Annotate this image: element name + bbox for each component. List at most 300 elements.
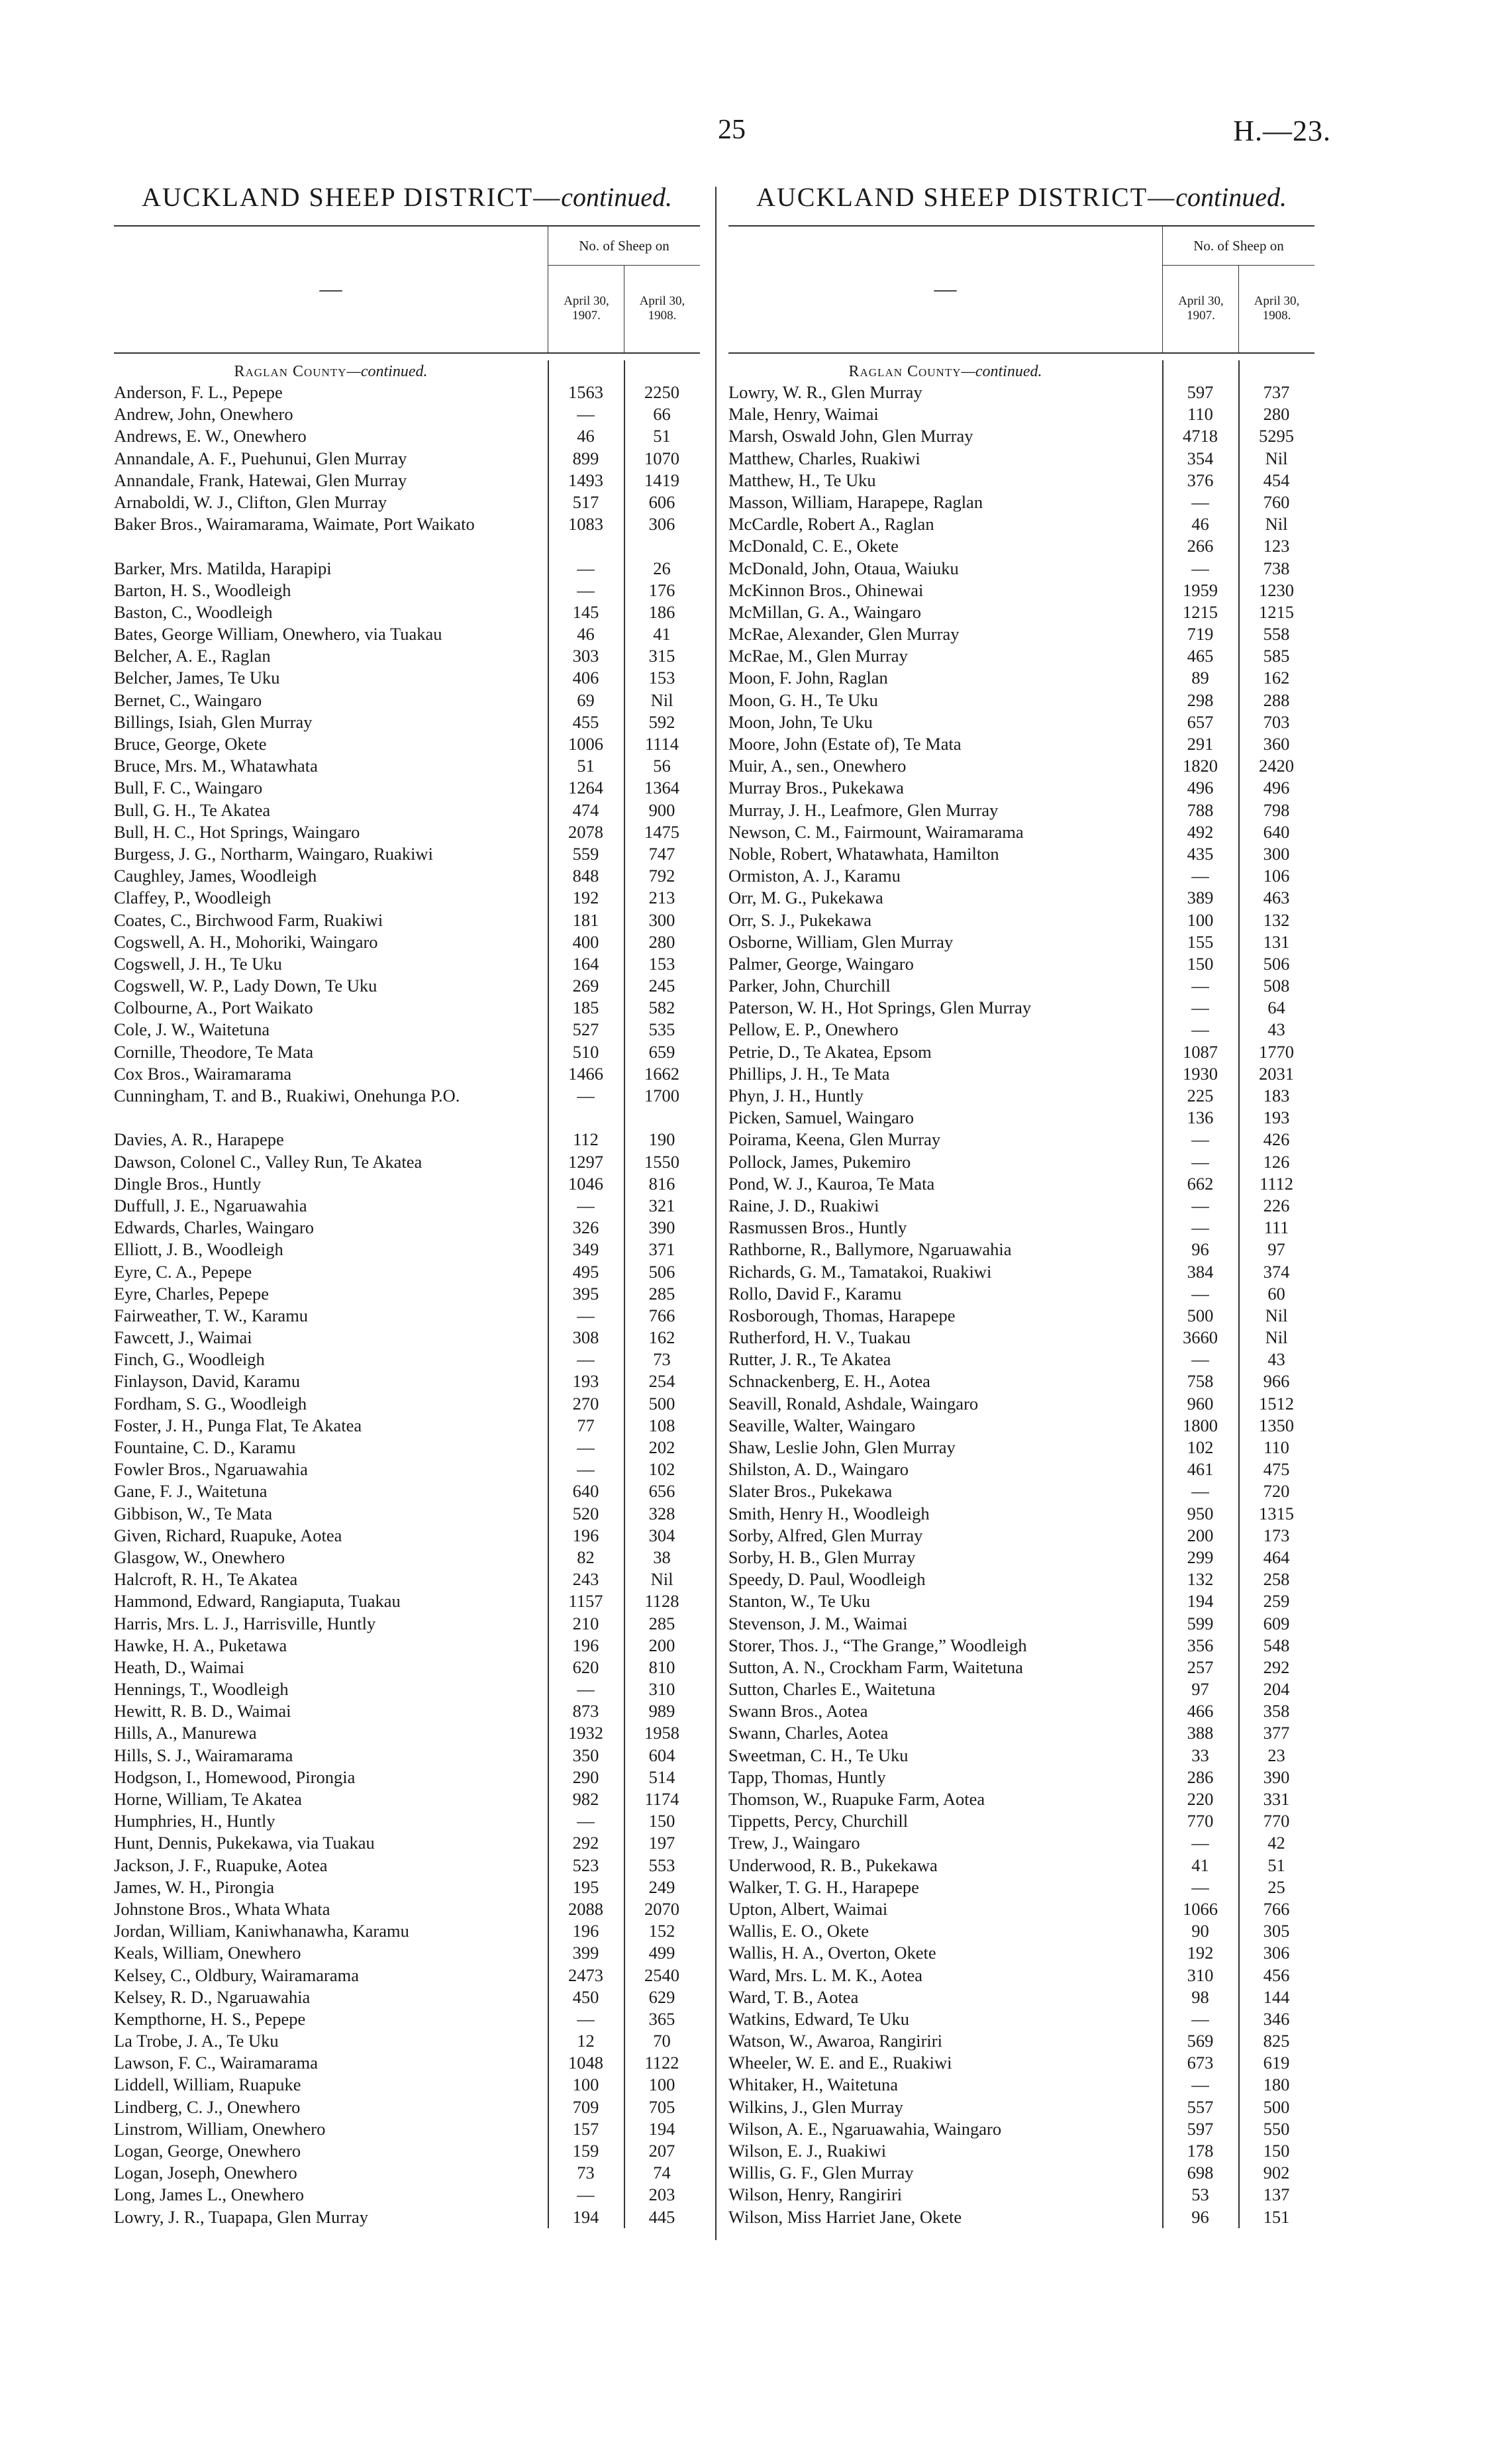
sheep-1908: 766 — [648, 1305, 675, 1325]
sheep-1908: 1364 — [644, 778, 679, 798]
table-row — [114, 1370, 700, 1392]
table-row — [114, 1855, 700, 1876]
table-row — [114, 953, 700, 975]
sheep-1907: 1297 — [568, 1151, 603, 1172]
owner-name: Linstrom, William, Onewhero — [114, 2118, 326, 2139]
table-row — [114, 2052, 700, 2074]
sheep-1908: 300 — [648, 909, 675, 930]
owner-name: Schnackenberg, E. H., Aotea — [728, 1371, 930, 1392]
sheep-1908: 180 — [1263, 2075, 1290, 2095]
sheep-1907: 102 — [1187, 1437, 1214, 1457]
table-row — [728, 2074, 1314, 2096]
sheep-1908: 254 — [648, 1371, 675, 1392]
sheep-1908: 989 — [648, 1701, 675, 1721]
sheep-1907: 181 — [572, 909, 599, 930]
sheep-1907: 1046 — [568, 1173, 603, 1194]
sheep-1907: 960 — [1187, 1393, 1214, 1413]
sheep-1907: — — [577, 1086, 595, 1106]
owner-name: Orr, M. G., Pukekawa — [728, 888, 883, 908]
owner-name: Fountaine, C. D., Karamu — [114, 1437, 296, 1458]
sheep-1907: 395 — [572, 1283, 599, 1304]
sheep-1907: 96 — [1191, 1239, 1209, 1260]
sheep-1907: 1006 — [568, 734, 603, 754]
owner-name: Upton, Albert, Waimai — [728, 1898, 888, 1919]
table-row — [114, 1173, 700, 1195]
sheep-1908: 390 — [648, 1217, 675, 1238]
sheep-1908: 454 — [1263, 470, 1290, 490]
sheep-1907: 269 — [572, 976, 599, 996]
table-row — [114, 1920, 700, 1942]
owner-name: Osborne, William, Glen Murray — [728, 931, 954, 952]
table-row — [114, 1832, 700, 1854]
table-row — [114, 1283, 700, 1305]
sheep-1907: 298 — [1187, 690, 1214, 710]
sheep-1908: 499 — [648, 1943, 675, 1963]
table-row — [114, 448, 700, 470]
sheep-1907: 178 — [1187, 2141, 1214, 2161]
owner-name: Eyre, Charles, Pepepe — [114, 1283, 269, 1304]
owner-name: Baston, C., Woodleigh — [114, 601, 273, 622]
sheep-1908: 816 — [648, 1173, 675, 1194]
table-row — [114, 403, 700, 425]
owner-name: Palmer, George, Waingaro — [728, 953, 914, 974]
year-1907-header: April 30, 1907. — [1162, 265, 1239, 352]
sheep-1907: 620 — [572, 1657, 599, 1677]
sheep-1908: 464 — [1263, 1547, 1290, 1567]
owner-name: Baker Bros., Wairamarama, Waimate, Port Waikato — [114, 514, 475, 535]
owner-name: Masson, William, Harapepe, Raglan — [728, 491, 983, 512]
owner-name: Rasmussen Bros., Huntly — [728, 1217, 907, 1238]
sheep-1908: 200 — [648, 1635, 675, 1655]
owner-name: Rutherford, H. V., Tuakau — [728, 1327, 911, 1348]
sheep-1907: 132 — [1187, 1569, 1214, 1590]
sheep-1907: 286 — [1187, 1767, 1214, 1787]
table-row — [114, 711, 700, 733]
owner-name: Murray Bros., Pukekawa — [728, 778, 904, 798]
sheep-1908: 346 — [1263, 2008, 1290, 2029]
owner-name: Wilson, E. J., Ruakiwi — [728, 2141, 887, 2161]
owner-name: Edwards, Charles, Waingaro — [114, 1217, 315, 1238]
sheep-1907: — — [1191, 1283, 1209, 1304]
sheep-1908: 659 — [648, 1041, 675, 1062]
table-row — [728, 931, 1314, 953]
table-row — [728, 2030, 1314, 2052]
sheep-1908: 304 — [648, 1525, 675, 1545]
owner-name: Annandale, Frank, Hatewai, Glen Murray — [114, 470, 407, 490]
sheep-1908: 1114 — [644, 734, 679, 754]
owner-name: Hammond, Edward, Rangiaputa, Tuakau — [114, 1591, 401, 1612]
sheep-1907: 640 — [572, 1481, 599, 1502]
sheep-1907: 354 — [1187, 448, 1214, 468]
sheep-1907: 1959 — [1183, 580, 1218, 600]
owner-name: Anderson, F. L., Pepepe — [114, 382, 283, 402]
table-row — [114, 2118, 700, 2140]
table-row — [728, 2162, 1314, 2184]
table-row — [728, 667, 1314, 689]
sheep-1908: 245 — [648, 976, 675, 996]
owner-name: Burgess, J. G., Northarm, Waingaro, Ruakiwi — [114, 843, 433, 864]
sheep-1908: Nil — [1265, 1305, 1288, 1325]
sheep-1907: 164 — [572, 953, 599, 974]
owner-name: Rathborne, R., Ballymore, Ngaruawahia — [728, 1239, 1012, 1260]
table-row — [728, 1876, 1314, 1898]
sheep-1908: 197 — [648, 1833, 675, 1853]
sheep-1907: 982 — [572, 1789, 599, 1810]
owner-name: Willis, G. F., Glen Murray — [728, 2163, 914, 2183]
sheep-1907: 51 — [577, 756, 595, 776]
sheep-1907: 46 — [577, 624, 595, 644]
owner-name: Moore, John (Estate of), Te Mata — [728, 734, 962, 754]
owner-name: McDonald, John, Otaua, Waiuku — [728, 558, 959, 578]
sheep-1908: 703 — [1263, 711, 1290, 732]
sheep-1907: — — [577, 2184, 595, 2205]
table-row — [114, 1437, 700, 1459]
owner-name: Gibbison, W., Te Mata — [114, 1503, 273, 1523]
table-row — [728, 909, 1314, 931]
sheep-1907: 1264 — [568, 778, 603, 798]
table-row — [728, 1525, 1314, 1547]
sheep-1908: 131 — [1263, 931, 1290, 952]
sheep-1908: 358 — [1263, 1701, 1290, 1721]
sheep-1908: 74 — [653, 2163, 671, 2183]
table-row — [728, 1107, 1314, 1129]
table-row — [728, 1965, 1314, 1986]
sheep-1908: 640 — [1263, 821, 1290, 842]
table-row — [114, 513, 700, 557]
sheep-1907: 474 — [572, 799, 599, 820]
sheep-1908: 1174 — [644, 1789, 679, 1810]
table-row — [728, 491, 1314, 513]
sheep-1908: 592 — [648, 711, 675, 732]
table-row — [114, 1019, 700, 1041]
owner-name: Wilkins, J., Glen Murray — [728, 2096, 903, 2117]
sheep-1907: 46 — [577, 426, 595, 446]
sheep-1908: 792 — [648, 866, 675, 886]
sheep-1908: 760 — [1263, 491, 1290, 512]
table-row — [728, 558, 1314, 580]
table-row — [114, 1678, 700, 1700]
sheep-1908: 321 — [648, 1195, 675, 1215]
sheep-1908: 23 — [1267, 1745, 1285, 1765]
table-row — [728, 1283, 1314, 1305]
owner-name: Petrie, D., Te Akatea, Epsom — [728, 1041, 932, 1062]
sheep-1908: 150 — [1263, 2141, 1290, 2161]
owner-name: Shaw, Leslie John, Glen Murray — [728, 1437, 956, 1457]
owner-list — [728, 382, 1314, 2228]
owner-name: Male, Henry, Waimai — [728, 404, 879, 425]
owner-name: Hodgson, I., Homewood, Pirongia — [114, 1767, 356, 1787]
table-row — [728, 1195, 1314, 1217]
owner-name: Hewitt, R. B. D., Waimai — [114, 1701, 291, 1721]
sheep-1908: 1128 — [644, 1591, 679, 1612]
owner-name: Noble, Robert, Whatawhata, Hamilton — [728, 843, 999, 864]
owner-name: Ward, Mrs. L. M. K., Aotea — [728, 1965, 923, 1985]
sheep-1908: 152 — [648, 1921, 675, 1941]
table-row — [728, 1437, 1314, 1459]
table-row — [114, 601, 700, 623]
owner-name: Tippetts, Percy, Churchill — [728, 1811, 909, 1831]
table-row — [728, 2096, 1314, 2118]
table-row — [114, 1547, 700, 1568]
owner-name: Phyn, J. H., Huntly — [728, 1086, 864, 1105]
sheep-1908: 766 — [1263, 1898, 1290, 1919]
table-row — [114, 1700, 700, 1722]
sheep-1908: 902 — [1263, 2163, 1290, 2183]
owner-name: Finlayson, David, Karamu — [114, 1371, 301, 1392]
owner-name: Dawson, Colonel C., Valley Run, Te Akatea — [114, 1151, 422, 1172]
owner-name: Davies, A. R., Harapepe — [114, 1129, 284, 1150]
owner-name: McKinnon Bros., Ohinewai — [728, 580, 924, 600]
sheep-1908: 43 — [1267, 1349, 1285, 1370]
sheep-1907: 356 — [1187, 1635, 1214, 1655]
column-divider — [715, 187, 717, 2240]
table-row — [728, 1305, 1314, 1327]
owner-name: Stanton, W., Te Uku — [728, 1591, 871, 1612]
owner-name: McDonald, C. E., Okete — [728, 536, 899, 556]
sheep-1908: 1958 — [644, 1723, 679, 1743]
table-row — [728, 1855, 1314, 1876]
sheep-1907: 155 — [1187, 931, 1214, 952]
sheep-1908: 38 — [653, 1547, 671, 1567]
sheep-1908: 426 — [1263, 1129, 1290, 1150]
table-row — [114, 1261, 700, 1283]
table-row — [114, 1239, 700, 1260]
table-row — [114, 1195, 700, 1217]
owner-name: Ward, T. B., Aotea — [728, 1986, 859, 2007]
sheep-1907: 455 — [572, 711, 599, 732]
owner-name: Pollock, James, Pukemiro — [728, 1151, 911, 1172]
sheep-1907: 2078 — [568, 821, 603, 842]
sheep-1907: — — [577, 580, 595, 600]
table-row — [114, 909, 700, 931]
owner-name: McCardle, Robert A., Raglan — [728, 514, 934, 535]
table-row — [114, 1745, 700, 1767]
sheep-1908: 60 — [1267, 1283, 1285, 1304]
owner-name: Wilson, Miss Harriet Jane, Okete — [728, 2206, 962, 2227]
sheep-1908: 203 — [648, 2184, 675, 2205]
table-row — [114, 975, 700, 997]
table-row — [114, 733, 700, 755]
owner-name: Rutter, J. R., Te Akatea — [728, 1349, 891, 1370]
table-row — [114, 2140, 700, 2162]
owner-name: Arnaboldi, W. J., Clifton, Glen Murray — [114, 491, 387, 512]
table-row — [728, 645, 1314, 667]
sheep-1907: 194 — [1187, 1591, 1214, 1612]
sheep-1908: 150 — [648, 1811, 675, 1831]
table-row — [728, 865, 1314, 887]
sheep-1907: 599 — [1187, 1613, 1214, 1633]
owner-name: Colbourne, A., Port Waikato — [114, 998, 313, 1018]
sheep-1907: — — [577, 1437, 595, 1458]
sheep-1907: 698 — [1187, 2163, 1214, 2183]
sheep-1908: 500 — [1263, 2096, 1290, 2117]
sheep-1908: 463 — [1263, 888, 1290, 908]
sheep-1908: 132 — [1263, 909, 1290, 930]
right-column — [728, 179, 1314, 2228]
sheep-1907: 1083 — [568, 514, 603, 535]
section-title-text: AUCKLAND SHEEP DISTRICT— — [756, 182, 1176, 212]
sheep-1907: 200 — [1187, 1525, 1214, 1545]
table-row — [728, 623, 1314, 645]
owner-name: Seavill, Ronald, Ashdale, Waingaro — [728, 1393, 979, 1413]
table-row — [114, 1657, 700, 1678]
owner-name: Murray, J. H., Leafmore, Glen Murray — [728, 799, 999, 820]
owner-name: Bull, F. C., Waingaro — [114, 778, 263, 798]
owner-name: Moon, John, Te Uku — [728, 711, 873, 732]
table-row — [114, 425, 700, 447]
sheep-1907: 461 — [1187, 1459, 1214, 1480]
sheep-1908: 548 — [1263, 1635, 1290, 1655]
sheep-1907: — — [577, 404, 595, 425]
sheep-1908: 1770 — [1259, 1041, 1294, 1062]
owner-name: Wallis, E. O., Okete — [728, 1921, 869, 1941]
sheep-1908: 1350 — [1259, 1415, 1294, 1435]
owner-name: Fairweather, T. W., Karamu — [114, 1305, 309, 1325]
owner-name: Annandale, A. F., Puehunui, Glen Murray — [114, 448, 407, 468]
owner-name: Lawson, F. C., Wairamarama — [114, 2053, 319, 2073]
table-row — [728, 1393, 1314, 1415]
document-reference: H.—23. — [1233, 115, 1331, 147]
owner-name: Billings, Isiah, Glen Murray — [114, 711, 313, 732]
table-row — [728, 2118, 1314, 2140]
sheep-1908: 535 — [648, 1019, 675, 1040]
table-row — [114, 1613, 700, 1635]
table-row — [114, 755, 700, 777]
table-row — [728, 1129, 1314, 1151]
table-body — [728, 360, 1314, 2228]
sheep-1907: 159 — [572, 2141, 599, 2161]
table-row — [114, 1217, 700, 1239]
sheep-1908: 162 — [1263, 668, 1290, 688]
sheep-1907: 527 — [572, 1019, 599, 1040]
owner-name: Elliott, J. B., Woodleigh — [114, 1239, 283, 1260]
table-row — [728, 1173, 1314, 1195]
sheep-1907: 1820 — [1183, 756, 1218, 776]
sheep-1908: 285 — [648, 1613, 675, 1633]
sheep-1907: — — [577, 1679, 595, 1700]
sheep-1907: 41 — [1191, 1855, 1209, 1875]
sheep-1908: 2540 — [644, 1965, 679, 1985]
sheep-1907: 349 — [572, 1239, 599, 1260]
owner-name: Wheeler, W. E. and E., Ruakiwi — [728, 2053, 952, 2073]
owner-name: Sweetman, C. H., Te Uku — [728, 1745, 909, 1765]
table-row — [114, 1415, 700, 1437]
table-row — [728, 448, 1314, 470]
sheep-1908: 1230 — [1259, 580, 1294, 600]
sheep-1907: 1493 — [568, 470, 603, 490]
sheep-1908: Nil — [650, 690, 673, 710]
table-row — [728, 470, 1314, 491]
section-title-suffix: continued. — [1175, 182, 1287, 212]
sheep-1908: 582 — [648, 998, 675, 1018]
sheep-1908: 606 — [648, 491, 675, 512]
table-row — [114, 1590, 700, 1612]
sheep-1907: — — [1191, 1833, 1209, 1853]
owner-name: Foster, J. H., Punga Flat, Te Akatea — [114, 1415, 362, 1435]
owner-name: Picken, Samuel, Waingaro — [728, 1107, 914, 1128]
sheep-1908: Nil — [650, 1569, 673, 1590]
sheep-1907: 292 — [572, 1833, 599, 1853]
sheep-1908: 26 — [653, 558, 671, 578]
sheep-1907: 492 — [1187, 821, 1214, 842]
sheep-1907: 495 — [572, 1261, 599, 1282]
sheep-1907: 388 — [1187, 1723, 1214, 1743]
sheep-1908: 43 — [1267, 1019, 1285, 1040]
owner-name: Lowry, W. R., Glen Murray — [728, 382, 922, 402]
table-row — [114, 1503, 700, 1525]
owner-name: Cogswell, W. P., Lady Down, Te Uku — [114, 976, 377, 996]
owner-name: Watkins, Edward, Te Uku — [728, 2008, 909, 2029]
table-row — [728, 2008, 1314, 2030]
sheep-1907: — — [1191, 1019, 1209, 1040]
sheep-1908: 1700 — [644, 1086, 679, 1106]
owner-name: Richards, G. M., Tamatakoi, Ruakiwi — [728, 1261, 992, 1282]
sheep-1907: 673 — [1187, 2053, 1214, 2073]
table-row — [114, 1151, 700, 1173]
table-row — [728, 1459, 1314, 1480]
table-row — [728, 513, 1314, 535]
owner-name: Slater Bros., Pukekawa — [728, 1481, 893, 1502]
table-row — [728, 1415, 1314, 1437]
owner-name: Sorby, H. B., Glen Murray — [728, 1547, 916, 1567]
sheep-1907: 192 — [572, 888, 599, 908]
sheep-1907: 194 — [572, 2206, 599, 2227]
sheep-1907: 399 — [572, 1943, 599, 1963]
sheep-1908: 500 — [648, 1393, 675, 1413]
sheep-1908: 475 — [1263, 1459, 1290, 1480]
owner-name: Fordham, S. G., Woodleigh — [114, 1393, 307, 1413]
owner-name: Kelsey, C., Oldbury, Wairamarama — [114, 1965, 359, 1985]
sheep-1907: 709 — [572, 2096, 599, 2117]
sheep-1907: 192 — [1187, 1943, 1214, 1963]
sheep-1908: 390 — [1263, 1767, 1290, 1787]
sheep-1907: 559 — [572, 843, 599, 864]
sheep-1908: 42 — [1267, 1833, 1285, 1853]
table-row — [728, 1370, 1314, 1392]
table-row — [728, 997, 1314, 1019]
sheep-1908: 162 — [648, 1327, 675, 1348]
table-row — [728, 1810, 1314, 1832]
table-row — [114, 623, 700, 645]
sheep-1908: 305 — [1263, 1921, 1290, 1941]
table-row — [114, 1942, 700, 1964]
owner-name: Heath, D., Waimai — [114, 1657, 244, 1677]
sheep-1907: 788 — [1187, 799, 1214, 820]
sheep-1908: 288 — [1263, 690, 1290, 710]
section-title — [114, 179, 700, 216]
sheep-1907: 466 — [1187, 1701, 1214, 1721]
sheep-1908: 966 — [1263, 1371, 1290, 1392]
sheep-1907: 384 — [1187, 1261, 1214, 1282]
sheep-1908: 100 — [648, 2075, 675, 2095]
sheep-count-heading: No. of Sheep on — [1162, 227, 1314, 266]
table-header — [114, 225, 700, 354]
sheep-1907: 4718 — [1183, 426, 1218, 446]
sheep-1907: 406 — [572, 668, 599, 688]
sheep-1907: 662 — [1187, 1173, 1214, 1194]
table-row — [114, 2162, 700, 2184]
sheep-1907: 136 — [1187, 1107, 1214, 1128]
sheep-1908: 445 — [648, 2206, 675, 2227]
sheep-1907: 950 — [1187, 1503, 1214, 1523]
owner-name: Orr, S. J., Pukekawa — [728, 909, 872, 930]
table-row — [114, 777, 700, 799]
owner-name: Rollo, David F., Karamu — [728, 1283, 902, 1304]
sheep-1908: 2250 — [644, 382, 679, 402]
sheep-1907: — — [1191, 1349, 1209, 1370]
sheep-1908: 258 — [1263, 1569, 1290, 1590]
owner-name: Belcher, James, Te Uku — [114, 668, 280, 688]
